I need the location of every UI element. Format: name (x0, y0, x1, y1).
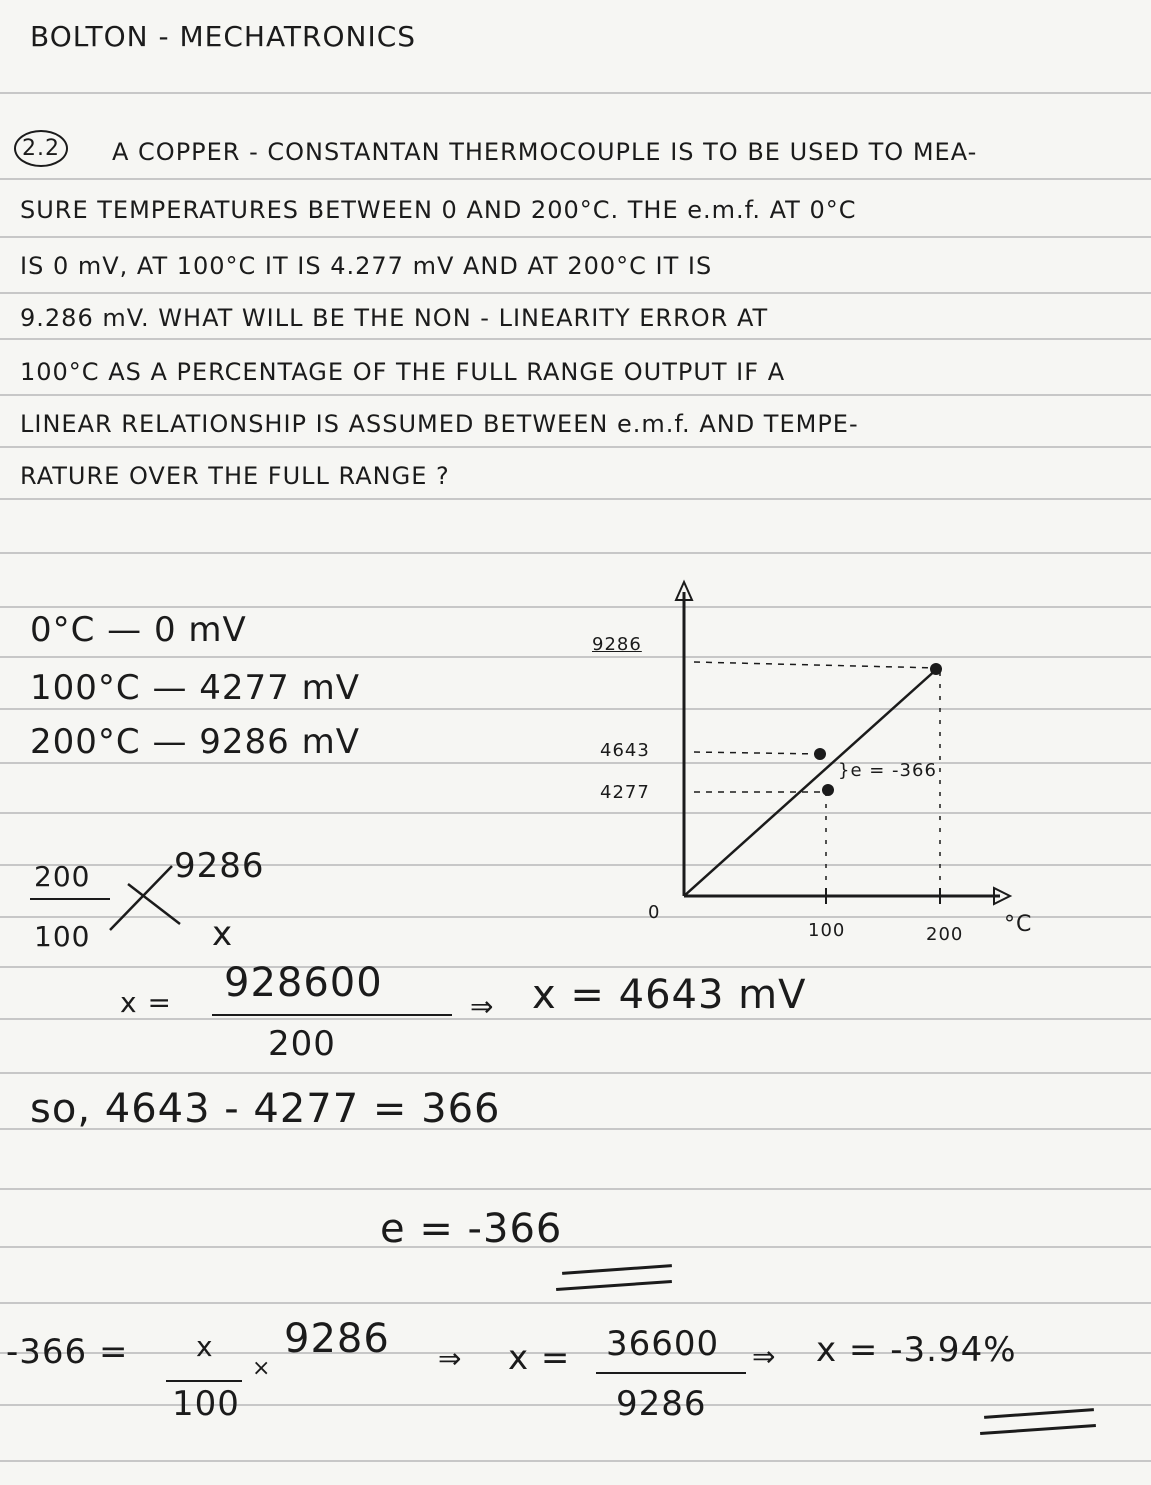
pct-times: × (252, 1356, 272, 1381)
rule-top-left: 200 (34, 860, 91, 893)
graph-y-label-4643: 4643 (600, 740, 650, 761)
graph-x-unit: °C (1004, 912, 1033, 937)
graph-origin-label: 0 (648, 902, 661, 923)
result-x-4643: x = 4643 mV (532, 972, 807, 1018)
pct-9286: 9286 (284, 1316, 390, 1362)
problem-line-4: 9.286 mV. WHAT WILL BE THE NON - LINEARITY ERROR AT (20, 304, 769, 332)
rule-bottom-right: x (212, 914, 234, 954)
problem-line-3: IS 0 mV, AT 100°C IT IS 4.277 mV AND AT 200°C IT IS (20, 252, 713, 280)
fraction-denominator: 200 (268, 1024, 336, 1064)
implies-arrow-2: ⇒ (438, 1342, 463, 1375)
implies-arrow-1: ⇒ (470, 990, 495, 1023)
pct-final-result: x = -3.94% (816, 1330, 1017, 1370)
graph-x-label-100: 100 (808, 920, 846, 941)
graph-x-label-200: 200 (926, 924, 964, 945)
graph-error-annotation: }e = -366 (838, 760, 937, 781)
fraction-lhs: x = (120, 986, 172, 1019)
data-row-100c: 100°C — 4277 mV (30, 668, 360, 708)
problem-line-7: RATURE OVER THE FULL RANGE ? (20, 462, 450, 490)
pct-numerator: 36600 (606, 1324, 720, 1364)
pct-100: 100 (172, 1384, 240, 1424)
fraction-numerator: 928600 (224, 960, 383, 1006)
pct-denominator: 9286 (616, 1384, 707, 1424)
pct-x: x (196, 1330, 214, 1363)
graph-y-label-4277: 4277 (600, 782, 650, 803)
problem-line-1: A COPPER - CONSTANTAN THERMOCOUPLE IS TO BE USED TO MEA- (112, 138, 978, 166)
data-row-200c: 200°C — 9286 mV (30, 722, 360, 762)
problem-line-5: 100°C AS A PERCENTAGE OF THE FULL RANGE OUTPUT IF A (20, 358, 786, 386)
implies-arrow-3: ⇒ (752, 1340, 777, 1373)
difference-line: so, 4643 - 4277 = 366 (30, 1086, 501, 1132)
pct-lhs: -366 = (6, 1332, 129, 1372)
data-row-0c: 0°C — 0 mV (30, 610, 247, 650)
rule-bottom-left: 100 (34, 920, 91, 953)
error-result: e = -366 (380, 1206, 563, 1252)
problem-line-2: SURE TEMPERATURES BETWEEN 0 AND 200°C. THE e.m.f. AT 0°C (20, 196, 857, 224)
graph-y-label-9286: 9286 (592, 634, 642, 655)
problem-number: 2.2 (14, 130, 68, 167)
problem-line-6: LINEAR RELATIONSHIP IS ASSUMED BETWEEN e.m.f. AND TEMPE- (20, 410, 859, 438)
page-header-title: BOLTON - MECHATRONICS (30, 20, 417, 53)
rule-top-right: 9286 (174, 846, 265, 886)
pct-eq: x = (508, 1338, 571, 1378)
